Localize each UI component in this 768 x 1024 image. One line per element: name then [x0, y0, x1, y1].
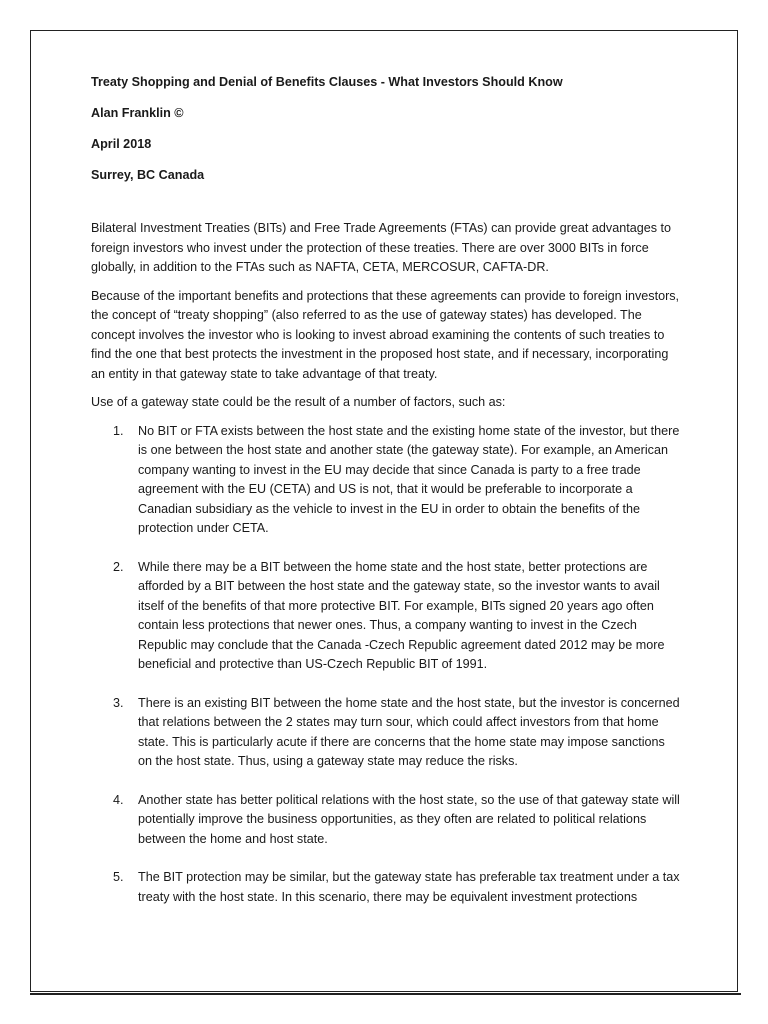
list-item	[91, 868, 681, 907]
list-item-number: 5.	[113, 870, 124, 884]
paragraph-factors-intro: Use of a gateway state could be the result of a number of factors, such as:	[91, 395, 506, 409]
document-author: Alan Franklin ©	[91, 106, 184, 120]
list-item-number: 4.	[113, 792, 124, 807]
list-item	[91, 422, 681, 539]
paragraph-treaty-shopping: Because of the important benefits and protections that these agreements can provide to foreign investors, the concept of “treaty shopping” (also referred to as the use of gateway states) has developed. The concept involves the investor who is looking to invest abroad examining the contents of such treaties to find the one that best protects the investment in the proposed host state, and if necessary, incorporating an entity in that gateway state to take advantage of that treaty.	[91, 288, 680, 381]
list-item	[91, 791, 681, 850]
list-item-text: Another state has better political relations with the host state, so the use of that gateway state will potentially improve the business opportunities, as they often are related to political relations between the home and host state.	[138, 792, 680, 846]
document-location: Surrey, BC Canada	[91, 168, 205, 182]
list-item-number: 3.	[113, 695, 124, 710]
list-item	[91, 694, 681, 772]
document-body	[91, 73, 681, 926]
list-item-text: While there may be a BIT between the home state and the host state, better protections are afforded by a BIT between the host state and the gateway state, so the investor wants to avail itself of the benefits of that more protective BIT. For example, BITs signed 20 years ago often contain less protections that newer ones. Thus, a company wanting to invest in the Czech Republic may conclude that the Canada -Czech Republic agreement dated 2012 may be more beneficial and protective than US-Czech Republic BIT of 1991.	[138, 559, 665, 671]
list-item-number: 2.	[113, 559, 124, 574]
list-item-text: The BIT protection may be similar, but the gateway state has preferable tax treatment under a tax treaty with the host state. In this scenario, there may be equivalent investment protections	[138, 870, 680, 904]
list-item-number: 1.	[113, 423, 124, 438]
document-title: Treaty Shopping and Denial of Benefits Clauses - What Investors Should Know	[91, 75, 563, 89]
document-date: April 2018	[91, 137, 152, 151]
list-item-text: There is an existing BIT between the home state and the host state, but the investor is concerned that relations between the 2 states may turn sour, which could affect investors from that home state. This is particularly acute if there are concerns that the home state may impose sanctions on the host state. Thus, using a gateway state may reduce the risks.	[138, 695, 680, 768]
paragraph-bits-intro: Bilateral Investment Treaties (BITs) and Free Trade Agreements (FTAs) can provide great advantages to foreign investors who invest under the protection of these treaties. There are over 3000 BITs in force globally, in addition to the FTAs such as NAFTA, CETA, MERCOSUR, CAFTA-DR.	[91, 221, 672, 274]
page-frame	[30, 30, 738, 992]
header-spacer	[91, 197, 681, 219]
list-item-text: No BIT or FTA exists between the host state and the existing home state of the investor, but there is one between the host state and another state (the gateway state). For example, an American company wanting to invest in the EU may decide that since Canada is party to a free trade agreement with the EU (CETA) and US is not, that it would be preferable to incorporate a Canadian subsidiary as the vehicle to invest in the EU in order to obtain the benefits of the protection under CETA.	[138, 423, 680, 535]
factors-list	[91, 422, 681, 908]
list-item	[91, 558, 681, 675]
